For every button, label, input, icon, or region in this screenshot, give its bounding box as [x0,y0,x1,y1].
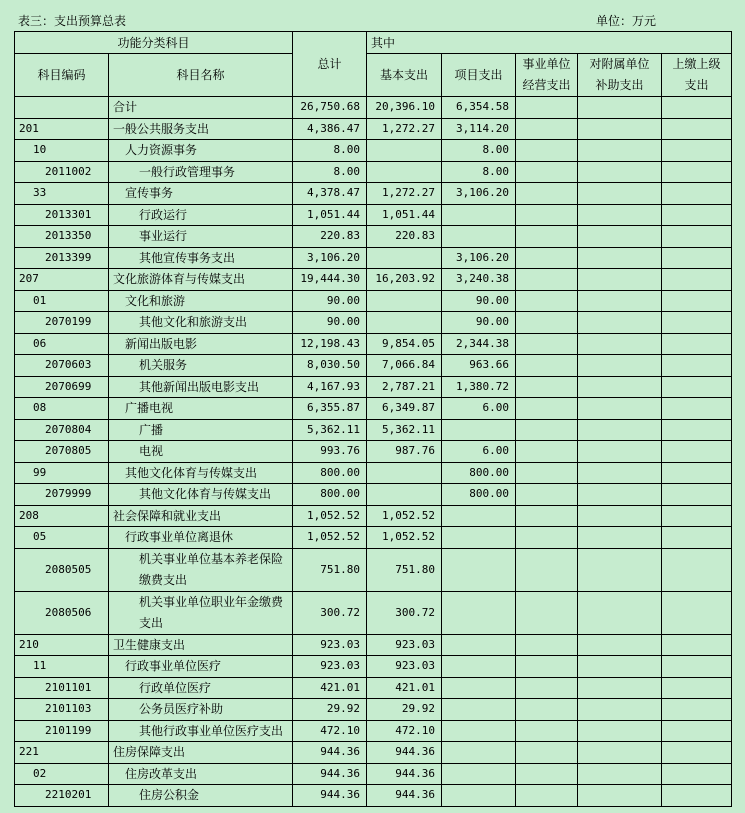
cell-business-expense [516,699,578,721]
cell-business-expense [516,118,578,140]
cell-total: 29.92 [293,699,367,721]
cell-basic: 944.36 [367,742,442,764]
header-project: 项目支出 [442,54,516,97]
cell-total: 220.83 [293,226,367,248]
cell-project: 963.66 [442,355,516,377]
cell-name: 其他文化和旅游支出 [109,312,293,334]
cell-subsidiary-subsidy [578,140,662,162]
cell-project [442,505,516,527]
cell-upper-remit [662,720,732,742]
cell-name: 文化旅游体育与传媒支出 [109,269,293,291]
cell-code: 2070199 [15,312,109,334]
header-total: 总计 [293,32,367,97]
cell-basic [367,161,442,183]
cell-business-expense [516,333,578,355]
cell-basic [367,312,442,334]
table-body [15,97,732,807]
cell-code: 2013301 [15,204,109,226]
cell-name: 其他新闻出版电影支出 [109,376,293,398]
cell-upper-remit [662,548,732,591]
cell-subsidiary-subsidy [578,462,662,484]
cell-upper-remit [662,634,732,656]
table-row [15,742,732,764]
table-row [15,333,732,355]
cell-basic: 923.03 [367,656,442,678]
cell-basic: 20,396.10 [367,97,442,119]
cell-code: 2070804 [15,419,109,441]
cell-upper-remit [662,699,732,721]
cell-subsidiary-subsidy [578,290,662,312]
table-row [15,118,732,140]
cell-subsidiary-subsidy [578,398,662,420]
cell-project: 6,354.58 [442,97,516,119]
table-row [15,656,732,678]
cell-project [442,656,516,678]
cell-total: 923.03 [293,656,367,678]
cell-code: 06 [15,333,109,355]
cell-total: 944.36 [293,742,367,764]
cell-code: 2080506 [15,591,109,634]
cell-total: 6,355.87 [293,398,367,420]
cell-upper-remit [662,355,732,377]
cell-total: 4,378.47 [293,183,367,205]
cell-name: 广播 [109,419,293,441]
cell-upper-remit [662,677,732,699]
cell-subsidiary-subsidy [578,763,662,785]
cell-business-expense [516,656,578,678]
cell-code: 10 [15,140,109,162]
cell-upper-remit [662,785,732,807]
table-row [15,720,732,742]
cell-project: 8.00 [442,161,516,183]
cell-project [442,677,516,699]
cell-total: 800.00 [293,462,367,484]
cell-code: 2101103 [15,699,109,721]
cell-basic: 923.03 [367,634,442,656]
cell-basic: 5,362.11 [367,419,442,441]
cell-project [442,634,516,656]
table-row [15,591,732,634]
header-code: 科目编码 [15,54,109,97]
cell-code: 2070603 [15,355,109,377]
cell-total: 751.80 [293,548,367,591]
cell-subsidiary-subsidy [578,441,662,463]
cell-upper-remit [662,527,732,549]
cell-upper-remit [662,290,732,312]
cell-code: 2070699 [15,376,109,398]
cell-total: 944.36 [293,763,367,785]
cell-business-expense [516,742,578,764]
cell-project [442,591,516,634]
cell-business-expense [516,183,578,205]
cell-business-expense [516,634,578,656]
cell-code: 2101199 [15,720,109,742]
cell-business-expense [516,204,578,226]
cell-total: 8,030.50 [293,355,367,377]
cell-project [442,204,516,226]
cell-subsidiary-subsidy [578,505,662,527]
cell-total: 3,106.20 [293,247,367,269]
cell-business-expense [516,290,578,312]
cell-total: 944.36 [293,785,367,807]
cell-name: 行政运行 [109,204,293,226]
cell-project [442,699,516,721]
cell-basic: 1,052.52 [367,505,442,527]
cell-business-expense [516,763,578,785]
cell-project [442,527,516,549]
cell-subsidiary-subsidy [578,161,662,183]
cell-name: 其他宣传事务支出 [109,247,293,269]
cell-subsidiary-subsidy [578,269,662,291]
cell-subsidiary-subsidy [578,548,662,591]
cell-total: 923.03 [293,634,367,656]
table-row [15,548,732,591]
cell-business-expense [516,548,578,591]
table-title: 表三：支出预算总表 [18,14,127,28]
cell-name: 其他行政事业单位医疗支出 [109,720,293,742]
cell-business-expense [516,677,578,699]
cell-project: 800.00 [442,462,516,484]
table-row [15,161,732,183]
cell-code: 2011002 [15,161,109,183]
cell-name: 一般公共服务支出 [109,118,293,140]
table-row [15,785,732,807]
cell-total: 26,750.68 [293,97,367,119]
cell-total: 19,444.30 [293,269,367,291]
table-row [15,290,732,312]
cell-upper-remit [662,742,732,764]
cell-total: 4,386.47 [293,118,367,140]
cell-name: 机关服务 [109,355,293,377]
cell-business-expense [516,505,578,527]
cell-code: 11 [15,656,109,678]
cell-total: 421.01 [293,677,367,699]
cell-name: 社会保障和就业支出 [109,505,293,527]
cell-subsidiary-subsidy [578,656,662,678]
cell-total: 90.00 [293,312,367,334]
table-row [15,484,732,506]
table-row [15,677,732,699]
header-subsidiary-subsidy: 对附属单位 补助支出 [578,54,662,97]
cell-subsidiary-subsidy [578,333,662,355]
cell-basic [367,484,442,506]
cell-code: 02 [15,763,109,785]
header-basic: 基本支出 [367,54,442,97]
header-business-expense: 事业单位 经营支出 [516,54,578,97]
cell-business-expense [516,376,578,398]
cell-basic: 1,052.52 [367,527,442,549]
cell-basic: 16,203.92 [367,269,442,291]
cell-code: 08 [15,398,109,420]
cell-subsidiary-subsidy [578,591,662,634]
cell-code: 210 [15,634,109,656]
cell-project [442,763,516,785]
table-row [15,441,732,463]
cell-code: 2210201 [15,785,109,807]
cell-project: 3,106.20 [442,183,516,205]
cell-business-expense [516,398,578,420]
cell-total: 90.00 [293,290,367,312]
cell-name: 机关事业单位职业年金缴费支出 [109,591,293,634]
cell-upper-remit [662,656,732,678]
cell-business-expense [516,591,578,634]
cell-business-expense [516,720,578,742]
cell-project: 3,240.38 [442,269,516,291]
cell-business-expense [516,97,578,119]
table-row [15,183,732,205]
cell-upper-remit [662,505,732,527]
cell-subsidiary-subsidy [578,226,662,248]
cell-basic: 1,272.27 [367,118,442,140]
cell-upper-remit [662,333,732,355]
table-row [15,462,732,484]
cell-basic: 944.36 [367,785,442,807]
cell-name: 电视 [109,441,293,463]
cell-code: 05 [15,527,109,549]
cell-total: 800.00 [293,484,367,506]
cell-basic: 29.92 [367,699,442,721]
cell-name: 行政事业单位离退休 [109,527,293,549]
cell-basic: 944.36 [367,763,442,785]
cell-name: 公务员医疗补助 [109,699,293,721]
cell-subsidiary-subsidy [578,742,662,764]
cell-total: 993.76 [293,441,367,463]
cell-subsidiary-subsidy [578,247,662,269]
cell-upper-remit [662,591,732,634]
header-func-group: 功能分类科目 [15,32,293,54]
cell-upper-remit [662,419,732,441]
cell-upper-remit [662,484,732,506]
cell-code: 2079999 [15,484,109,506]
cell-basic: 6,349.87 [367,398,442,420]
table-row [15,140,732,162]
cell-upper-remit [662,204,732,226]
cell-code: 33 [15,183,109,205]
cell-project: 1,380.72 [442,376,516,398]
cell-subsidiary-subsidy [578,484,662,506]
table-row [15,527,732,549]
cell-project: 800.00 [442,484,516,506]
header-of-which: 其中 [367,32,732,54]
cell-upper-remit [662,161,732,183]
cell-business-expense [516,269,578,291]
cell-name: 文化和旅游 [109,290,293,312]
header-name: 科目名称 [109,54,293,97]
cell-project: 90.00 [442,312,516,334]
cell-name: 住房改革支出 [109,763,293,785]
table-row [15,398,732,420]
cell-subsidiary-subsidy [578,376,662,398]
cell-subsidiary-subsidy [578,312,662,334]
cell-upper-remit [662,312,732,334]
cell-code: 221 [15,742,109,764]
cell-name: 住房公积金 [109,785,293,807]
cell-upper-remit [662,398,732,420]
cell-business-expense [516,484,578,506]
cell-business-expense [516,247,578,269]
cell-name: 合计 [109,97,293,119]
table-row [15,355,732,377]
cell-subsidiary-subsidy [578,183,662,205]
cell-business-expense [516,441,578,463]
cell-project: 8.00 [442,140,516,162]
cell-business-expense [516,355,578,377]
cell-basic: 751.80 [367,548,442,591]
table-row [15,97,732,119]
cell-business-expense [516,312,578,334]
cell-basic: 472.10 [367,720,442,742]
cell-subsidiary-subsidy [578,97,662,119]
cell-upper-remit [662,441,732,463]
cell-upper-remit [662,763,732,785]
cell-name: 住房保障支出 [109,742,293,764]
cell-subsidiary-subsidy [578,419,662,441]
cell-upper-remit [662,376,732,398]
cell-total: 12,198.43 [293,333,367,355]
cell-project: 3,106.20 [442,247,516,269]
cell-total: 1,051.44 [293,204,367,226]
cell-name: 行政单位医疗 [109,677,293,699]
cell-code: 208 [15,505,109,527]
table-row [15,312,732,334]
cell-project [442,548,516,591]
cell-basic: 1,051.44 [367,204,442,226]
cell-business-expense [516,419,578,441]
cell-total: 472.10 [293,720,367,742]
cell-upper-remit [662,226,732,248]
cell-subsidiary-subsidy [578,720,662,742]
cell-basic: 1,272.27 [367,183,442,205]
cell-code: 207 [15,269,109,291]
cell-name: 事业运行 [109,226,293,248]
cell-upper-remit [662,247,732,269]
cell-basic [367,290,442,312]
cell-project: 3,114.20 [442,118,516,140]
cell-project [442,419,516,441]
cell-code: 2101101 [15,677,109,699]
cell-basic: 2,787.21 [367,376,442,398]
table-row [15,376,732,398]
table-row [15,505,732,527]
cell-total: 1,052.52 [293,505,367,527]
cell-total: 300.72 [293,591,367,634]
cell-total: 8.00 [293,161,367,183]
table-row [15,699,732,721]
cell-name: 广播电视 [109,398,293,420]
cell-business-expense [516,161,578,183]
cell-business-expense [516,140,578,162]
cell-upper-remit [662,269,732,291]
cell-code: 2013399 [15,247,109,269]
table-row [15,634,732,656]
cell-project [442,785,516,807]
cell-name: 新闻出版电影 [109,333,293,355]
cell-total: 5,362.11 [293,419,367,441]
cell-business-expense [516,462,578,484]
cell-code: 201 [15,118,109,140]
cell-subsidiary-subsidy [578,204,662,226]
table-row [15,419,732,441]
cell-upper-remit [662,462,732,484]
cell-project: 6.00 [442,441,516,463]
cell-name: 人力资源事务 [109,140,293,162]
cell-name: 行政事业单位医疗 [109,656,293,678]
cell-name: 卫生健康支出 [109,634,293,656]
cell-business-expense [516,527,578,549]
cell-project: 6.00 [442,398,516,420]
table-row [15,763,732,785]
cell-project: 2,344.38 [442,333,516,355]
cell-total: 4,167.93 [293,376,367,398]
cell-upper-remit [662,97,732,119]
unit-label: 单位：万元 [596,14,657,28]
table-row [15,204,732,226]
cell-name: 机关事业单位基本养老保险缴费支出 [109,548,293,591]
table-row [15,247,732,269]
cell-subsidiary-subsidy [578,785,662,807]
cell-upper-remit [662,118,732,140]
cell-business-expense [516,785,578,807]
cell-basic: 9,854.05 [367,333,442,355]
cell-basic [367,247,442,269]
cell-business-expense [516,226,578,248]
cell-upper-remit [662,183,732,205]
cell-subsidiary-subsidy [578,677,662,699]
cell-project: 90.00 [442,290,516,312]
cell-project [442,226,516,248]
cell-total: 1,052.52 [293,527,367,549]
cell-name: 其他文化体育与传媒支出 [109,462,293,484]
cell-code: 2013350 [15,226,109,248]
cell-name: 一般行政管理事务 [109,161,293,183]
cell-code: 99 [15,462,109,484]
cell-name: 宣传事务 [109,183,293,205]
cell-subsidiary-subsidy [578,699,662,721]
cell-upper-remit [662,140,732,162]
cell-basic: 421.01 [367,677,442,699]
cell-code: 2080505 [15,548,109,591]
cell-basic: 220.83 [367,226,442,248]
cell-code [15,97,109,119]
header-upper-remit: 上缴上级 支出 [662,54,732,97]
cell-basic [367,140,442,162]
cell-subsidiary-subsidy [578,527,662,549]
table-row [15,269,732,291]
cell-basic [367,462,442,484]
cell-basic: 300.72 [367,591,442,634]
cell-code: 2070805 [15,441,109,463]
cell-basic: 987.76 [367,441,442,463]
cell-subsidiary-subsidy [578,355,662,377]
table-row [15,226,732,248]
cell-project [442,742,516,764]
cell-project [442,720,516,742]
cell-basic: 7,066.84 [367,355,442,377]
cell-subsidiary-subsidy [578,118,662,140]
cell-code: 01 [15,290,109,312]
budget-table [14,31,732,807]
cell-name: 其他文化体育与传媒支出 [109,484,293,506]
cell-total: 8.00 [293,140,367,162]
cell-subsidiary-subsidy [578,634,662,656]
